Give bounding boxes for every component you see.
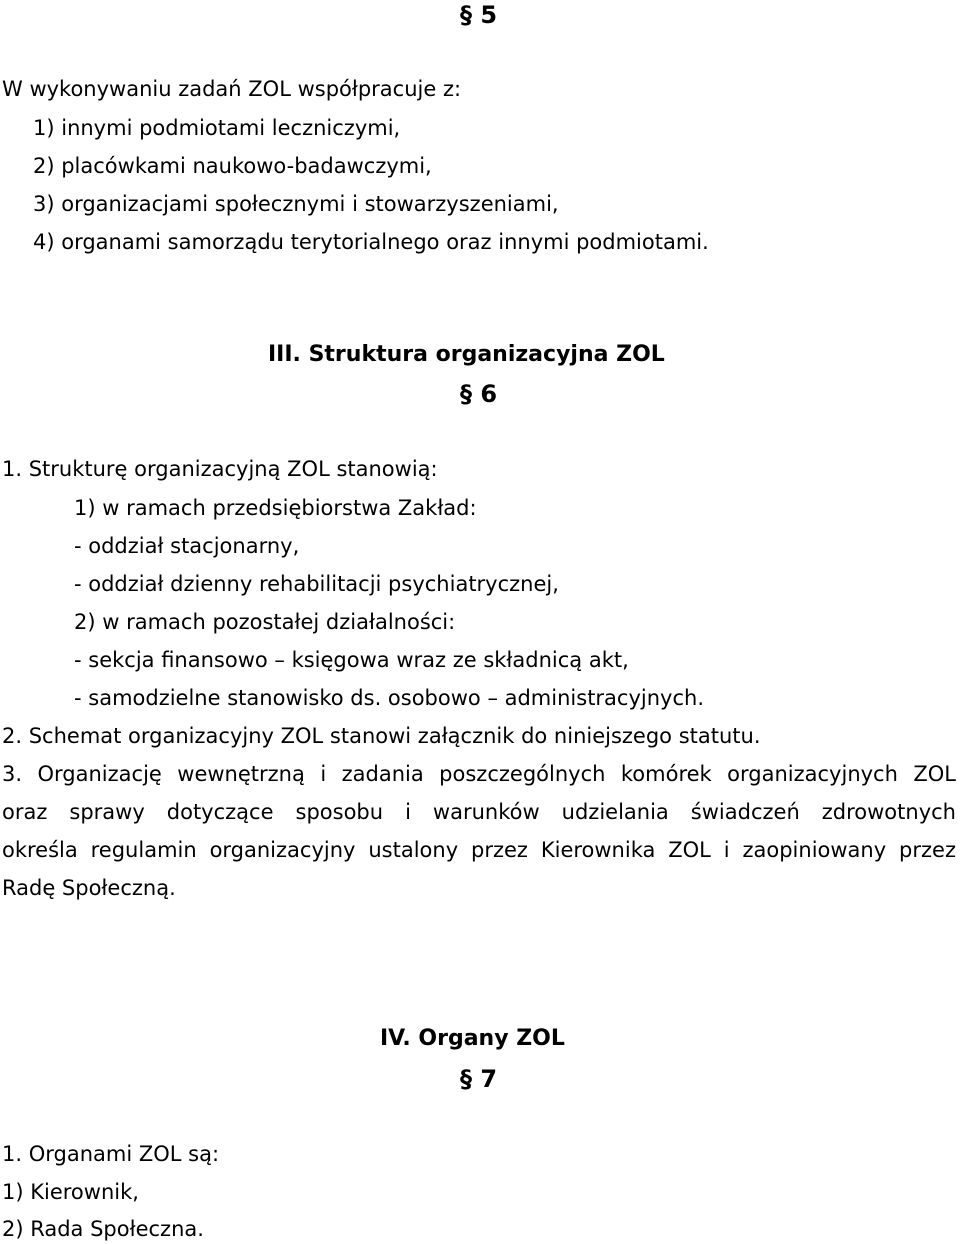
list-item: 4) organami samorządu terytorialnego oraz innymi podmiotami.: [33, 230, 709, 254]
paragraph: 1. Organami ZOL są:: [2, 1142, 220, 1166]
paragraph-line: Radę Społeczną.: [2, 876, 176, 900]
section-5-intro: W wykonywaniu zadań ZOL współpracuje z:: [2, 77, 462, 101]
list-item: 2) Rada Społeczna.: [2, 1217, 204, 1241]
list-item: 2) w ramach pozostałej działalności:: [74, 610, 456, 634]
chapter-3-title: III. Struktura organizacyjna ZOL: [268, 342, 665, 367]
list-item: - oddział stacjonarny,: [74, 534, 300, 558]
chapter-4-title: IV. Organy ZOL: [380, 1026, 565, 1051]
list-item: 3) organizacjami społecznymi i stowarzyszeniami,: [33, 192, 559, 216]
list-item: - samodzielne stanowisko ds. osobowo – administracyjnych.: [74, 686, 704, 710]
paragraph: 1. Strukturę organizacyjną ZOL stanowią:: [2, 457, 438, 481]
list-item: - sekcja finansowo – księgowa wraz ze składnicą akt,: [74, 648, 629, 672]
paragraph: 2. Schemat organizacyjny ZOL stanowi załącznik do niniejszego statutu.: [2, 724, 761, 748]
section-7-heading: § 7: [460, 1065, 498, 1093]
paragraph-line: 3. Organizację wewnętrzną i zadania poszczególnych komórek organizacyjnych ZOL: [2, 762, 956, 786]
section-5-heading: § 5: [460, 1, 498, 29]
paragraph-line: określa regulamin organizacyjny ustalony przez Kierownika ZOL i zaopiniowany przez: [2, 838, 956, 862]
list-item: 1) Kierownik,: [2, 1180, 139, 1204]
paragraph-line: oraz sprawy dotyczące sposobu i warunków udzielania świadczeń zdrowotnych: [2, 800, 956, 824]
list-item: - oddział dzienny rehabilitacji psychiatrycznej,: [74, 572, 559, 596]
list-item: 1) innymi podmiotami leczniczymi,: [33, 116, 401, 140]
section-6-heading: § 6: [460, 380, 498, 408]
list-item: 2) placówkami naukowo-badawczymi,: [33, 154, 432, 178]
list-item: 1) w ramach przedsiębiorstwa Zakład:: [74, 496, 477, 520]
